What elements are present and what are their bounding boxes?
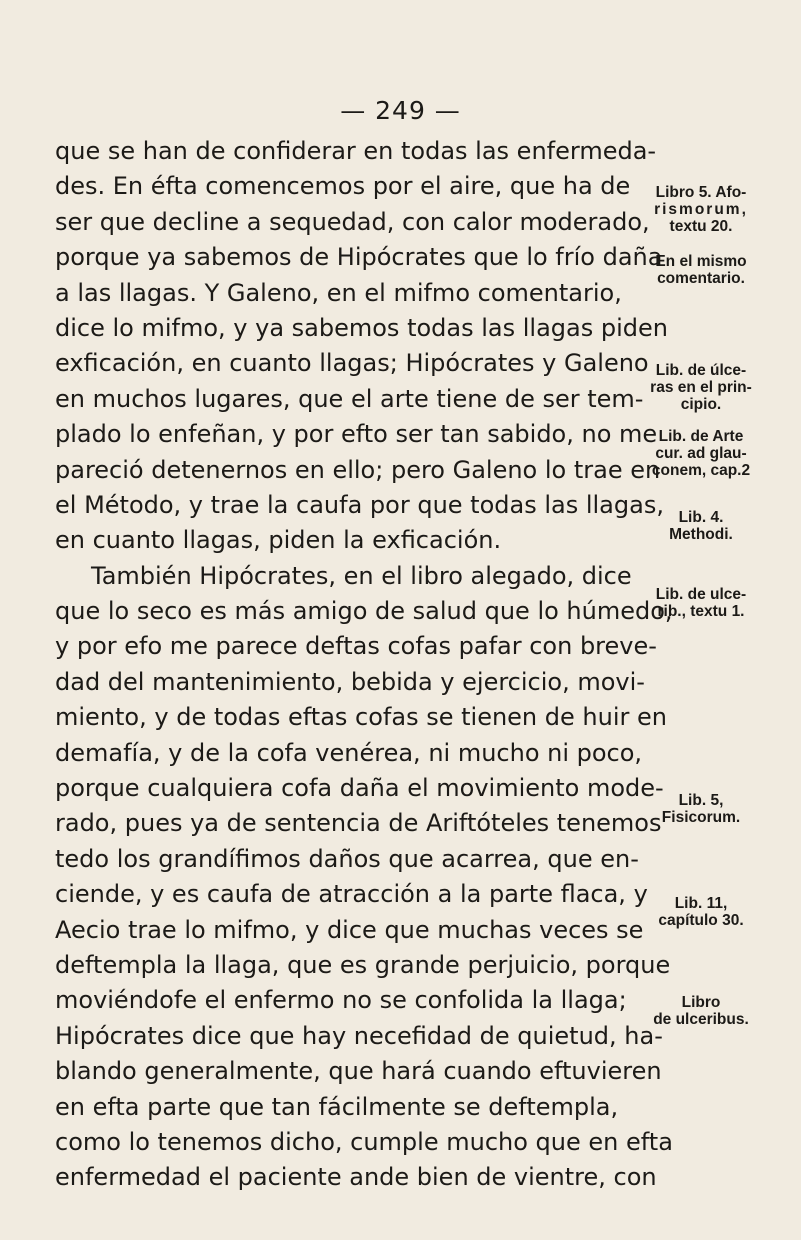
text-line: Aecio trae lo mifmo, y dice que muchas veces se <box>55 915 644 944</box>
margin-note-line: rib., textu 1. <box>657 603 745 620</box>
margin-note-line: cipio. <box>680 396 722 413</box>
margin-note <box>623 586 779 620</box>
margin-note <box>623 253 779 287</box>
text-line: rado, pues ya de sentencia de Ariftóteles tenemos <box>55 809 662 838</box>
text-line: exficación, en cuanto llagas; Hipócrates y Galeno <box>55 349 649 378</box>
margin-note-line: textu 20. <box>669 218 733 235</box>
text-line: dice lo mifmo, y ya sabemos todas las llagas piden <box>55 313 668 342</box>
margin-note-line: En el mismo <box>655 253 747 270</box>
text-line: deftempla la llaga, que es grande perjuicio, porque <box>55 950 671 979</box>
text-line: pareció detenernos en ello; pero Galeno lo trae en <box>55 455 661 484</box>
margin-note-line: capítulo 30. <box>658 912 744 929</box>
text-line: miento, y de todas eftas cofas se tienen de huir en <box>55 703 667 732</box>
margin-note-line: Lib. de ulce- <box>655 586 747 603</box>
text-line: y por efo me parece deftas cofas pafar con breve- <box>55 632 657 661</box>
margin-note-line: rismorum, <box>654 201 748 218</box>
margin-note-line: Lib. de úlce- <box>655 362 747 379</box>
margin-note-line: Libro <box>681 994 721 1011</box>
text-line: en muchos lugares, que el arte tiene de ser tem- <box>55 384 644 413</box>
text-line: dad del mantenimiento, bebida y ejercicio, movi- <box>55 667 645 696</box>
margin-note-line: Lib. 5, <box>678 792 724 809</box>
text-line: en efta parte que tan fácilmente se deftempla, <box>55 1092 619 1121</box>
margin-note <box>623 428 779 479</box>
margin-note-line: Lib. de Arte <box>658 428 744 445</box>
text-line: moviéndofe el enfermo no se confolida la llaga; <box>55 986 627 1015</box>
margin-note-line: Libro 5. Afo- <box>655 184 747 201</box>
margin-note-line: de ulceribus. <box>653 1011 749 1028</box>
margin-note <box>623 792 779 826</box>
body-text <box>55 134 673 1196</box>
margin-note <box>623 994 779 1028</box>
text-line: tedo los grandífimos daños que acarrea, que en- <box>55 844 639 873</box>
text-line: porque ya sabemos de Hipócrates que lo frío daña <box>55 243 663 272</box>
text-line: en cuanto llagas, piden la exficación. <box>55 526 502 555</box>
margin-note-line: Fisicorum. <box>661 809 741 826</box>
margin-note <box>623 509 779 543</box>
text-line: el Método, y trae la caufa por que todas las llagas, <box>55 490 664 519</box>
margin-note-line: conem, cap.2 <box>651 462 751 479</box>
text-line: ciende, y es caufa de atracción a la parte flaca, y <box>55 880 648 909</box>
text-line: ser que decline a sequedad, con calor moderado, <box>55 207 650 236</box>
margin-note <box>623 362 779 413</box>
margin-note <box>623 895 779 929</box>
text-line: blando generalmente, que hará cuando eftuvieren <box>55 1057 662 1086</box>
text-line: porque cualquiera cofa daña el movimiento mode- <box>55 774 664 803</box>
text-line: enfermedad el paciente ande bien de vientre, con <box>55 1163 657 1192</box>
text-line: que se han de confiderar en todas las enfermeda- <box>55 137 657 165</box>
text-line: que lo seco es más amigo de salud que lo húmedo, <box>55 597 673 626</box>
margin-note-line: Lib. 4. <box>678 509 724 526</box>
text-line: como lo tenemos dicho, cumple mucho que en efta <box>55 1127 673 1156</box>
margin-note-line: comentario. <box>657 270 745 287</box>
text-line: Hipócrates dice que hay necefidad de quietud, ha- <box>55 1021 663 1050</box>
page-number: — 249 — <box>340 96 461 125</box>
text-line: a las llagas. Y Galeno, en el mifmo comentario, <box>55 278 622 307</box>
margin-note <box>623 184 779 235</box>
text-line: des. En éfta comencemos por el aire, que ha de <box>55 172 631 201</box>
text-line: demafía, y de la cofa venérea, ni mucho ni poco, <box>55 738 643 767</box>
margin-note-line: Methodi. <box>669 526 733 543</box>
margin-note-line: Lib. 11, <box>674 895 728 912</box>
text-line: plado lo enfeñan, y por efto ser tan sabido, no me <box>55 420 658 449</box>
margin-note-line: cur. ad glau- <box>655 445 747 462</box>
margin-note-line: ras en el prin- <box>650 379 752 396</box>
text-line: También Hipócrates, en el libro alegado, dice <box>91 561 632 590</box>
